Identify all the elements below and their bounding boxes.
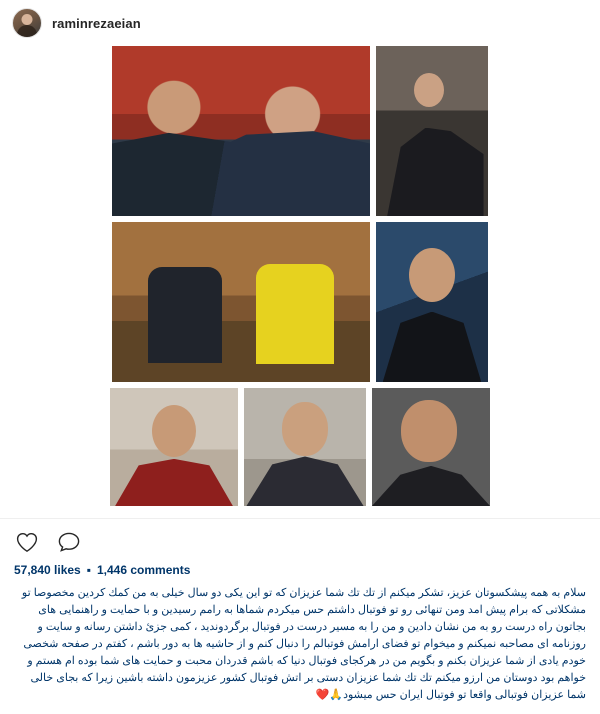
photo-bald-image	[372, 388, 490, 506]
photo-bald[interactable]	[372, 388, 490, 506]
photo-studio-image	[376, 222, 488, 382]
comment-bubble-icon[interactable]	[56, 529, 82, 555]
photo-couch[interactable]	[112, 222, 370, 382]
photo-glasses[interactable]	[244, 388, 366, 506]
photo-studio[interactable]	[376, 222, 488, 382]
username-label[interactable]: raminrezaeian	[52, 15, 141, 31]
collage-row-3	[0, 388, 600, 506]
photo-coaches[interactable]	[112, 46, 370, 216]
photo-couch-image	[112, 222, 370, 382]
photo-red[interactable]	[110, 388, 238, 506]
comments-count[interactable]: 1,446 comments	[97, 563, 191, 577]
photo-red-image	[110, 388, 238, 506]
collage-row-2	[0, 222, 600, 382]
collage-row-1	[0, 46, 600, 216]
action-bar	[0, 519, 600, 561]
avatar[interactable]	[12, 8, 42, 38]
photo-suit[interactable]	[376, 46, 488, 216]
heart-icon[interactable]	[14, 529, 40, 555]
photo-suit-image	[376, 46, 488, 216]
post-caption: سلام به همه پیشکسوتان عزیز، تشکر میکنم از تك تك شما عزیزان كه تو این یكی دو سال خیلی به من كمك كردین مخصوصا تو مشكلاتی كه برام پیش امد ومن تنهائی رو تو فوتبال داشتم حس میكردم شماها به رامم رسیدین و با حمایت و راهنمایی های بجاتون راه درست رو به من نشان دادین و من را به مسیر درست در فوتبال برگردوندید ، كمی جزئ داشتن رسانه و سایت و روزنامه ای مصاحبه نمیكنم و میخوام تو فضای ارامش فوتبالم را دنبال كنم و از حاشیه ها به دور باشم ، كفتم در صفحه شخصی خودم یادی از شما عزیزان بكنم و بگویم من در هركجای فوتبال دنیا كه باشم قدردان محبت و حمایت های شما بوده ام هستم و خواهم بود دوستان من ارزو میكنم تك تك شما عزیزان دستی بر اتش فوتبال كشور عزیزمون داشته باشین زیرا كه بجای خالی شما عزیزان فوتبالی واقعا تو فوتبال ایران حس میشود🙏❤️	[18, 587, 586, 702]
stats-separator: ▪	[86, 563, 91, 577]
photo-collage	[0, 46, 600, 518]
photo-coaches-image	[112, 46, 370, 216]
likes-count[interactable]: 57,840 likes	[14, 563, 81, 577]
post-stats	[0, 561, 600, 583]
photo-glasses-image	[244, 388, 366, 506]
post-header	[0, 0, 600, 46]
